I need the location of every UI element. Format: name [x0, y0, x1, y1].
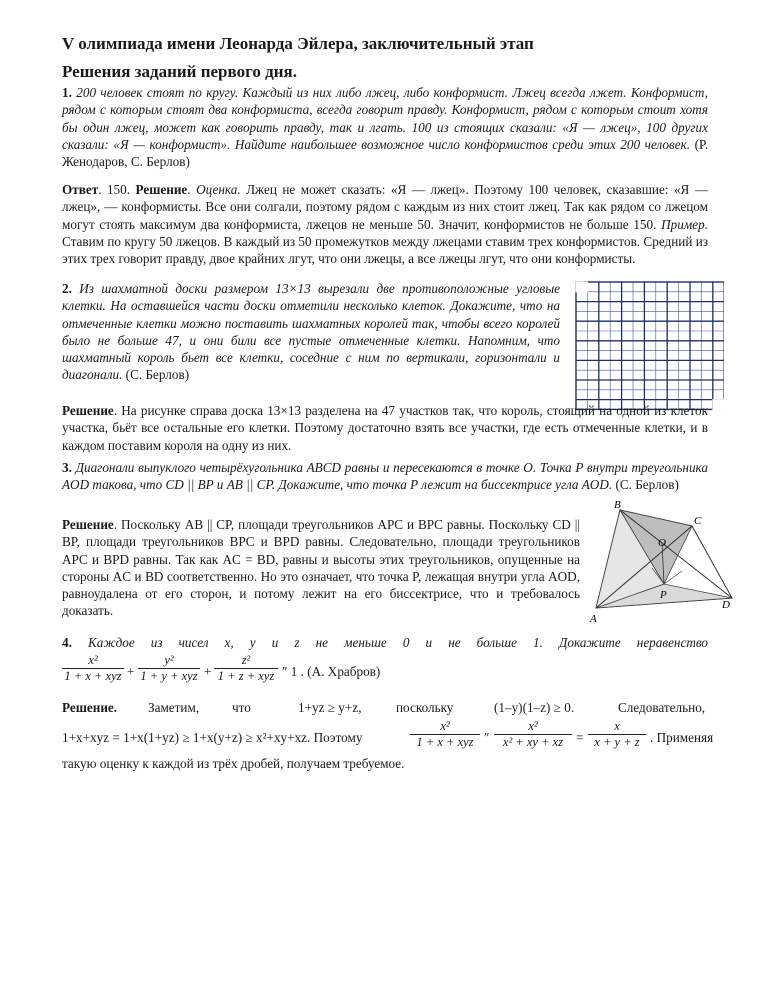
problem-2-text: Из шахматной доски размером 13×13 вырезали две противоположные угловые клетки. На оставшейся части доски отметили несколько клеток. Докажите, что на отмеченные клетки можно поставить шахматных королей так, чтобы всего королей было не больше 47, и они били все пустые отмеченные клетки. Напомним, что шахматный король бьет все клетки, соседние с ним по вертикали, горизонтали и диагонали. [62, 281, 560, 383]
problem-4-statement [62, 634, 708, 651]
relation-1: ″ [484, 730, 490, 745]
chessboard-grid [576, 282, 725, 411]
page-subtitle: Решения заданий первого дня. [62, 62, 297, 81]
label-a: A [590, 613, 597, 625]
solution-label: Решение [62, 517, 114, 532]
sol-word-5: поскольку [396, 700, 454, 715]
fraction-2: y² 1 + y + xyz [138, 653, 200, 684]
label-d: D [722, 599, 730, 611]
solution-label: Решение [135, 182, 188, 197]
problem-3-number: 3. [62, 460, 72, 475]
label-b: B [614, 499, 621, 511]
sol-word-4: 1+yz ≥ y+z, [298, 700, 362, 715]
problem-1-statement [62, 84, 708, 170]
fraction-5: $\frac{\text{x²}}{\text{x² + xy + xz}}$ [494, 719, 572, 750]
answer-value: . 150. [98, 182, 136, 197]
sol-word-3: что [232, 700, 251, 715]
apply-text: . Применяя [650, 730, 714, 745]
problem-1-text: 200 человек стоят по кругу. Каждый из них либо лжец, либо конформист. Лжец всегда лжет. Конформист, рядом с которым стоят два конформиста, всегда говорит правду. Конформист, рядом с которым стоит хотя бы один лжец, может как говорить правду, так и лгать. 100 из стоящих сказали: «Я — лжец», 100 других сказали: «Я — конформист». Найдите наибольшее возможное число конформистов среди этих 200 человек. [62, 85, 708, 152]
problem-2-number: 2. [62, 281, 72, 296]
problem-2-statement [62, 280, 560, 384]
label-p: P [660, 589, 667, 601]
problem-4-number: 4. [62, 635, 72, 650]
relation-2: = [576, 730, 584, 745]
fraction-1: x² 1 + x + xyz [62, 653, 124, 684]
quadrilateral-figure [582, 498, 742, 626]
solution-text: Лжец не может сказать: «Я — лжец». Поэтому 100 человек, сказавшие: «Я — лжец», — конформисты. Все они солгали, поэтому рядом с каждым из них стоит лжец. Так как рядом со лжецом могут стоять максимум два конформиста, лжецов не меньше 50. Значит, конформистов не больше 150. [62, 182, 709, 232]
example-text: Ставим по кругу 50 лжецов. В каждый из 50 промежутков между лжецами ставим трех конформистов. Средний из этих трех говорит правду, двое крайних лгут, что они лжецы, а все лжецы лгут, что они конформисты. [62, 233, 708, 267]
solution-text: . На рисунке справа доска 13×13 разделена на 47 участков так, что король, стоящий на одной из клеток участка, бьёт все остальные его клетки. Поэтому достаточно взять все участки, где есть отмеченные клетки, и в каждом поставим короля на одну из них. [62, 403, 708, 453]
solution-line-2: 1+x+xyz = 1+x(1+yz) ≥ 1+x(y+z) ≥ x²+xy+xz. Поэтому [62, 730, 363, 745]
inequality-rhs: ″ 1 . (А. Храбров) [282, 664, 381, 679]
solution-text: . Поскольку AB || CP, площади треугольников APC и BPC равны. Поскольку CD || BP, площади треугольников BPC и BPD равны. Следовательно, площади треугольников APC и BPD равны. Так как AC = BD, равны и высоты этих треугольников, опущенные на стороны AC и BD соответственно. Но это означает, что точка P, лежащая внутри угла AOD, равноудалена от его сторон, и потому лежит на его биссектрисе, что и требовалось доказать. [62, 517, 580, 619]
problem-3-authors: (С. Берлов) [615, 477, 679, 493]
sol-word-6: (1–y)(1–z) ≥ 0. [494, 700, 575, 715]
fraction-3: z² 1 + z + xyz [214, 653, 278, 684]
sol-word-7: Следовательно, [618, 700, 706, 715]
example-label: Пример. [661, 216, 708, 232]
problem-2-authors: (С. Берлов) [125, 367, 190, 383]
label-o: O [658, 537, 666, 549]
solution-label: Решение [62, 403, 114, 418]
problem-3-text: Диагонали выпуклого четырёхугольника ABCD равны и пересекаются в точке O. Точка P внутри треугольника AOD такова, что CD || BP и AB || CP. Докажите, что точка P лежит на биссектрисе угла AOD. [62, 460, 708, 493]
problem-1-authors: (Р. Женодаров, С. Берлов) [62, 136, 708, 170]
page-title: V олимпиада имени Леонарда Эйлера, заключительный этап [62, 34, 534, 53]
problem-1-solution: Ответ. 150. Решение. Оценка. Лжец не может сказать: «Я — лжец». Поэтому 100 человек, сказавшие: «Я — лжец», — конформисты. Все они солгали, поэтому рядом с каждым из них стоит лжец. Так как рядом со лжецом могут стоять максимум два конформиста, лжецов не меньше 50. Значит, конформистов не больше 150. Пример. Ставим по кругу 50 лжецов. В каждый из 50 промежутков между лжецами ставим трех конформистов. Средний из этих трех говорит правду, двое крайних лгут, что они лжецы, а все лжецы лгут, что они конформисты. [62, 182, 709, 267]
estimate-label: Оценка. [196, 182, 241, 197]
plus-sign-1: + [127, 664, 135, 679]
plus-sign-2: + [204, 664, 212, 679]
problem-3-statement [62, 459, 708, 494]
answer-label: Ответ [62, 182, 99, 197]
problem-3-solution [62, 516, 580, 620]
fraction-6: $\frac{x}{x + y + z}$ [588, 719, 646, 750]
label-c: C [694, 515, 702, 527]
problem-1-number: 1. [62, 85, 72, 100]
sol-word-2: Заметим, [148, 700, 200, 715]
chessboard-figure [568, 278, 724, 412]
sol-word-1: Решение. [62, 700, 118, 715]
fraction-4: x² 1 + x + xyz [410, 719, 480, 750]
problem-2-solution [62, 402, 708, 454]
solution-line-3: такую оценку к каждой из трёх дробей, получаем требуемое. [62, 756, 405, 771]
problem-4-text: Каждое из чисел x, y и z не меньше 0 и не больше 1. Докажите неравенство [87, 635, 708, 650]
